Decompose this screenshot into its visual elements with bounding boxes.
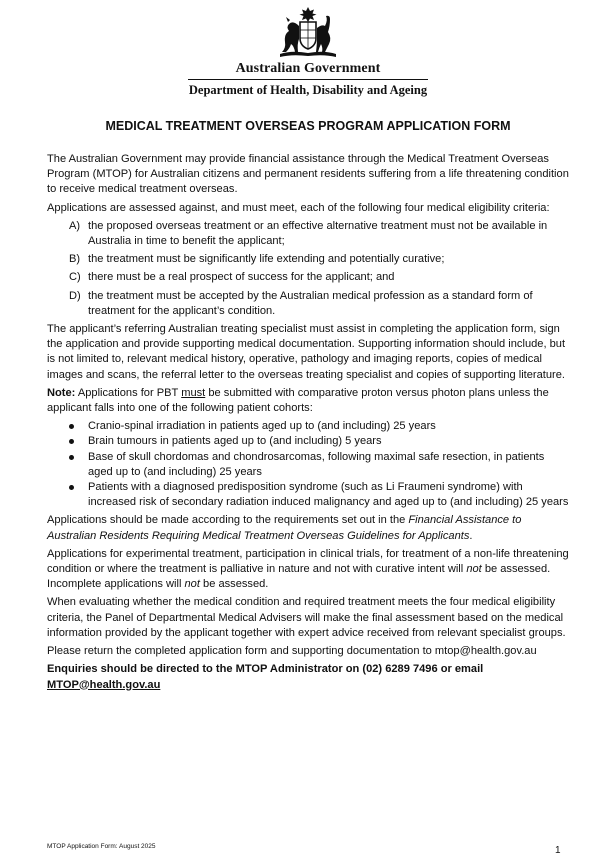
enquiries-paragraph [47,662,569,692]
criteria-text: the proposed overseas treatment or an effective alternative treatment must not be available in Australia in time to benefit the applicant; [88,219,548,248]
cohort-text: Patients with a diagnosed predisposition syndrome (such as Li Fraumeni syndrome) with increased risk of secondary radiation induced malignancy and aged up to (and including) 25 years [88,481,569,509]
criteria-text: there must be a real prospect of success for the applicant; and [88,271,395,284]
criteria-label: D) [69,289,81,302]
header-divider [188,79,428,80]
experimental-emphasis: not [466,563,482,576]
bullet-icon [69,424,74,429]
criteria-item [47,219,569,249]
bullet-icon [69,485,74,490]
cohort-list [47,419,569,510]
guidelines-text: . [469,529,473,542]
government-name: Australian Government [235,61,381,76]
cohort-item [47,434,569,449]
criteria-label: B) [69,253,81,266]
footer-text: MTOP Application Form: August 2025 [47,843,156,850]
enquiries-text: Enquiries should be directed to the MTOP Administrator on (02) 6289 7496 or email [47,663,484,676]
criteria-text: the treatment must be significantly life extending and potentially curative; [88,253,445,266]
department-name: Department of Health, Disability and Ageing [188,83,428,97]
enquiries-email-link[interactable]: MTOP@health.gov.au [47,678,161,691]
experimental-paragraph [47,547,569,593]
guidelines-paragraph [47,513,569,543]
cohort-item [47,450,569,480]
note-emphasis: must [181,386,206,399]
page-number: 1 [555,845,561,856]
criteria-intro: Applications are assessed against, and must meet, each of the following four medical eligibility criteria: [47,201,550,214]
cohort-item [47,419,569,434]
form-title: MEDICAL TREATMENT OVERSEAS PROGRAM APPLICATION FORM [105,119,511,133]
note-label: Note: [47,386,76,399]
cohort-text: Cranio-spinal irradiation in patients aged up to (and including) 25 years [88,420,436,433]
bullet-icon [69,439,74,444]
guidelines-title: Financial Assistance to Australian Residents Requiring Medical Treatment Overseas Guidelines for Applicants [47,514,522,542]
experimental-text: be assessed. Incomplete applications will [47,563,551,591]
criteria-label: C) [69,271,81,284]
experimental-text: be assessed. [199,578,269,591]
specialist-paragraph: The applicant’s referring Australian treating specialist must assist in completing the application form, sign the application and provide supporting medical documentation. Supporting information should include, but is not limited to, relevant medical history, operative, pathology and imaging reports, copies of medical images and scans, the referral letter to the overseas treating specialist and copies of supporting literature. [47,323,566,381]
panel-paragraph: When evaluating whether the medical condition and required treatment meets the four medical eligibility criteria, the Panel of Departmental Medical Advisers will make the final assessment based on the medical information provided by the applicant together with expert advice received from relevant specialist groups. [47,596,566,639]
note-text: Applications for PBT [75,386,182,399]
criteria-label: A) [69,219,81,232]
note-text: be submitted with comparative proton versus photon plans unless the applicant falls into one of the following patient cohorts: [47,386,549,415]
cohort-item [47,480,569,510]
criteria-text: the treatment must be accepted by the Australian medical profession as a standard form of treatment for the applicant’s condition. [88,289,533,317]
note-paragraph [47,386,569,416]
criteria-item [47,252,569,267]
bullet-icon [69,455,74,460]
criteria-item [47,289,569,319]
cohort-text: Brain tumours in patients aged up to (and including) 5 years [88,435,382,448]
commonwealth-coat-of-arms-icon [276,6,340,58]
experimental-emphasis: not [184,578,200,591]
cohort-text: Base of skull chordomas and chondrosarcomas, following maximal safe resection, in patients aged up to (and including) 25 years [88,450,545,478]
criteria-item [47,270,569,285]
guidelines-text: Applications should be made according to the requirements set out in the [47,514,409,527]
intro-paragraph: The Australian Government may provide financial assistance through the Medical Treatment Overseas Program (MTOP) for Australian citizens and permanent residents suffering from a life threatening condition to receive medical treatment overseas. [47,153,569,196]
criteria-list [47,219,569,319]
experimental-text: Applications for experimental treatment, participation in clinical trials, for treatment of a non-life threatening condition or where the treatment is palliative in nature and not with curative intent will [47,547,569,576]
return-paragraph: Please return the completed application form and supporting documentation to mtop@health.gov.au [47,645,537,658]
document-body [47,152,569,696]
